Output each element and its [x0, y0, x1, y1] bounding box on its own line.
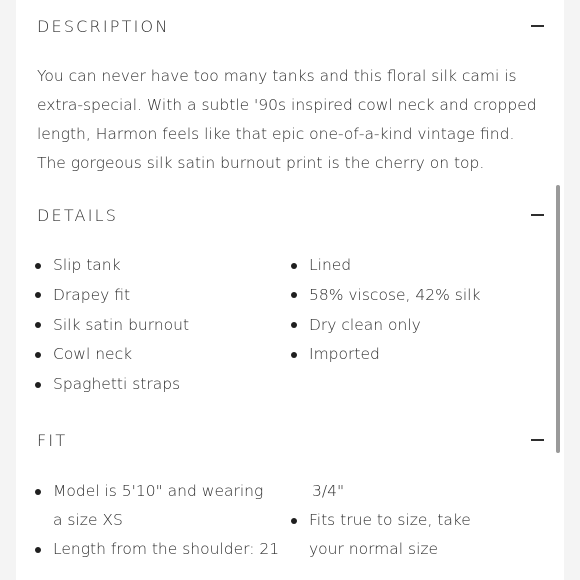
bullet-icon [35, 263, 41, 269]
bullet-icon [291, 352, 297, 358]
list-item: Drapey fit [35, 281, 275, 311]
list-item: Lined [291, 251, 541, 281]
bullet-icon [291, 292, 297, 298]
list-item: Spaghetti straps [35, 370, 275, 400]
description-title: DESCRIPTION [37, 16, 170, 36]
list-item: Model is 5'10" and wearing a size XS [35, 477, 275, 535]
bullet-icon [35, 292, 41, 298]
details-header[interactable] [37, 200, 548, 230]
list-item: Slip tank [35, 251, 275, 281]
fit-measurement-continuation: 3/4" [312, 482, 345, 500]
bullet-icon [291, 518, 297, 524]
left-margin [0, 0, 16, 580]
list-item: Fits true to size, take your normal size [291, 506, 506, 564]
details-list-right [291, 251, 541, 370]
fit-title: FIT [37, 430, 68, 450]
minus-icon [531, 214, 544, 215]
bullet-icon [35, 352, 41, 358]
list-item: Length from the shoulder: 21 [35, 535, 275, 564]
list-item: 58% viscose, 42% silk [291, 281, 541, 311]
fit-list-right [291, 506, 506, 564]
minus-icon [531, 25, 544, 26]
scrollbar-thumb[interactable] [556, 185, 560, 453]
bullet-icon [291, 263, 297, 269]
bullet-icon [35, 382, 41, 388]
fit-list-left [35, 477, 280, 564]
right-margin [564, 0, 580, 580]
bullet-icon [35, 547, 41, 553]
details-title: DETAILS [37, 205, 119, 225]
fit-header[interactable] [37, 425, 548, 455]
list-item: Cowl neck [35, 340, 275, 370]
accordion-container [16, 0, 560, 580]
description-collapse-button[interactable] [526, 15, 548, 37]
details-list-left [35, 251, 275, 400]
bullet-icon [35, 322, 41, 328]
fit-collapse-button[interactable] [526, 429, 548, 451]
bullet-icon [291, 322, 297, 328]
description-header[interactable] [37, 11, 548, 41]
list-item: Dry clean only [291, 311, 541, 341]
description-text: You can never have too many tanks and this floral silk cami is extra-special. With a subtle '90s inspired cowl neck and cropped length, Harmon feels like that epic one-of-a-kind vintage find. The gorgeous silk satin burnout print is the cherry on top. [37, 67, 537, 172]
list-item: Silk satin burnout [35, 311, 275, 341]
list-item: Imported [291, 340, 541, 370]
minus-icon [531, 439, 544, 440]
details-collapse-button[interactable] [526, 204, 548, 226]
bullet-icon [35, 489, 41, 495]
